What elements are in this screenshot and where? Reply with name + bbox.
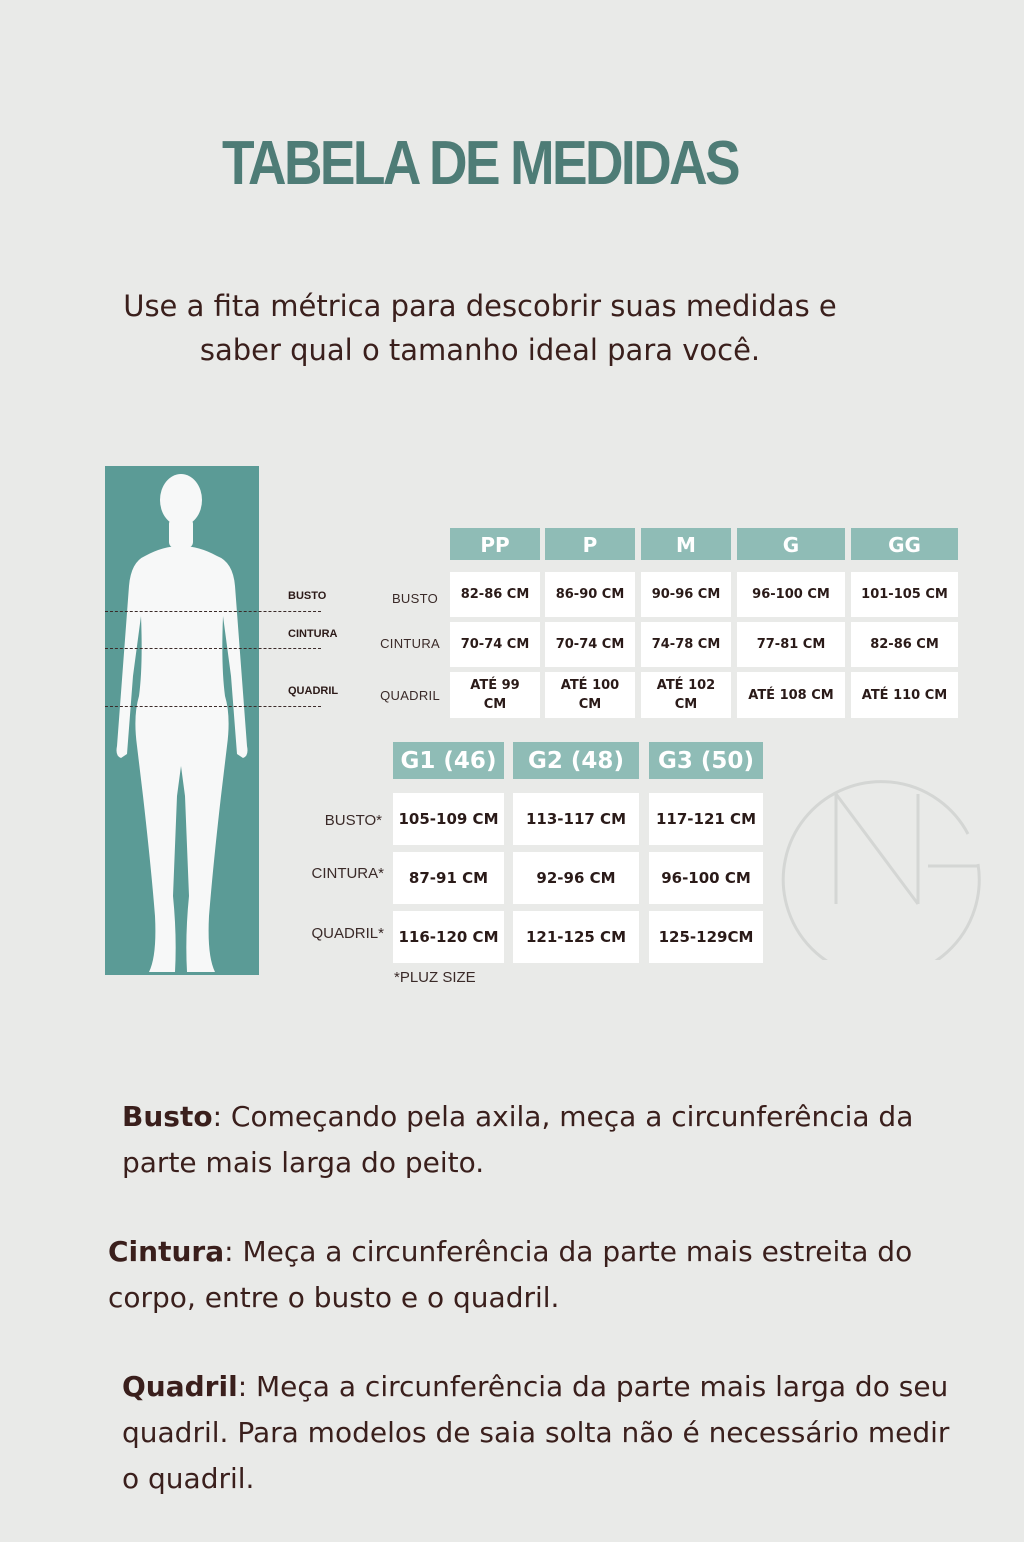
- description-quadril: [108, 1364, 972, 1502]
- body-silhouette: [105, 466, 259, 975]
- brand-watermark-logo: [778, 754, 984, 960]
- quadril-guide-line: [105, 706, 321, 707]
- row-label-quadril-plus: QUADRIL*: [311, 925, 384, 942]
- body-figure-panel: [105, 466, 259, 975]
- column-header-gg: GG: [851, 528, 958, 560]
- table-cell: ATÉ 99 CM: [450, 672, 540, 718]
- table-cell: 92-96 CM: [513, 852, 639, 904]
- table-cell: 86-90 CM: [545, 572, 635, 617]
- row-label-busto-plus: BUSTO*: [324, 812, 382, 829]
- busto-guide-line: [105, 611, 321, 612]
- column-header-g: G: [737, 528, 845, 560]
- description-term: Cintura: [108, 1235, 225, 1268]
- description-text: : Meça a circunferência da parte mais estreita do corpo, entre o busto e o quadril.: [108, 1235, 913, 1314]
- table-cell: 96-100 CM: [737, 572, 845, 617]
- page-title: TABELA DE MEDIDAS: [222, 129, 738, 198]
- table-cell: 101-105 CM: [851, 572, 958, 617]
- table-cell: ATÉ 100 CM: [545, 672, 635, 718]
- table-cell: 113-117 CM: [513, 793, 639, 845]
- table-cell: 82-86 CM: [851, 622, 958, 667]
- table-cell: ATÉ 102 CM: [641, 672, 731, 718]
- column-header-p: P: [545, 528, 635, 560]
- row-label-cintura: CINTURA: [380, 636, 440, 651]
- table-cell: 77-81 CM: [737, 622, 845, 667]
- table-cell: 105-109 CM: [393, 793, 504, 845]
- table-cell: 87-91 CM: [393, 852, 504, 904]
- figure-label-quadril: QUADRIL: [288, 685, 339, 697]
- table-cell: ATÉ 108 CM: [737, 672, 845, 718]
- row-label-cintura-plus: CINTURA*: [311, 865, 384, 882]
- table-cell: 70-74 CM: [450, 622, 540, 667]
- intro-line-1: Use a fita métrica para descobrir suas medidas e: [123, 289, 837, 323]
- column-header-pp: PP: [450, 528, 540, 560]
- figure-label-busto: BUSTO: [288, 590, 327, 602]
- description-cintura: [108, 1229, 958, 1321]
- row-label-quadril: QUADRIL: [380, 688, 440, 703]
- table-cell: 74-78 CM: [641, 622, 731, 667]
- column-header-m: M: [641, 528, 731, 560]
- description-text: : Começando pela axila, meça a circunferência da parte mais larga do peito.: [122, 1100, 914, 1179]
- description-term: Quadril: [122, 1370, 238, 1403]
- description-busto: [108, 1094, 972, 1186]
- table-cell: 117-121 CM: [649, 793, 763, 845]
- column-header-g3: G3 (50): [649, 742, 763, 779]
- table-cell: 116-120 CM: [393, 911, 504, 963]
- table-cell: 121-125 CM: [513, 911, 639, 963]
- description-text: : Meça a circunferência da parte mais larga do seu quadril. Para modelos de saia solta não é necessário medir o quadril.: [122, 1370, 950, 1495]
- column-header-g2: G2 (48): [513, 742, 639, 779]
- intro-line-2: saber qual o tamanho ideal para você.: [199, 333, 761, 367]
- table-cell: 90-96 CM: [641, 572, 731, 617]
- table-cell: 82-86 CM: [450, 572, 540, 617]
- table-cell: 125-129CM: [649, 911, 763, 963]
- cintura-guide-line: [105, 648, 321, 649]
- description-term: Busto: [122, 1100, 213, 1133]
- row-label-busto: BUSTO: [391, 591, 438, 606]
- table-cell: 96-100 CM: [649, 852, 763, 904]
- table-cell: 70-74 CM: [545, 622, 635, 667]
- column-header-g1: G1 (46): [393, 742, 504, 779]
- table-cell: ATÉ 110 CM: [851, 672, 958, 718]
- plus-size-note: *PLUZ SIZE: [394, 969, 476, 986]
- intro-text: [60, 284, 900, 372]
- figure-label-cintura: CINTURA: [288, 628, 338, 640]
